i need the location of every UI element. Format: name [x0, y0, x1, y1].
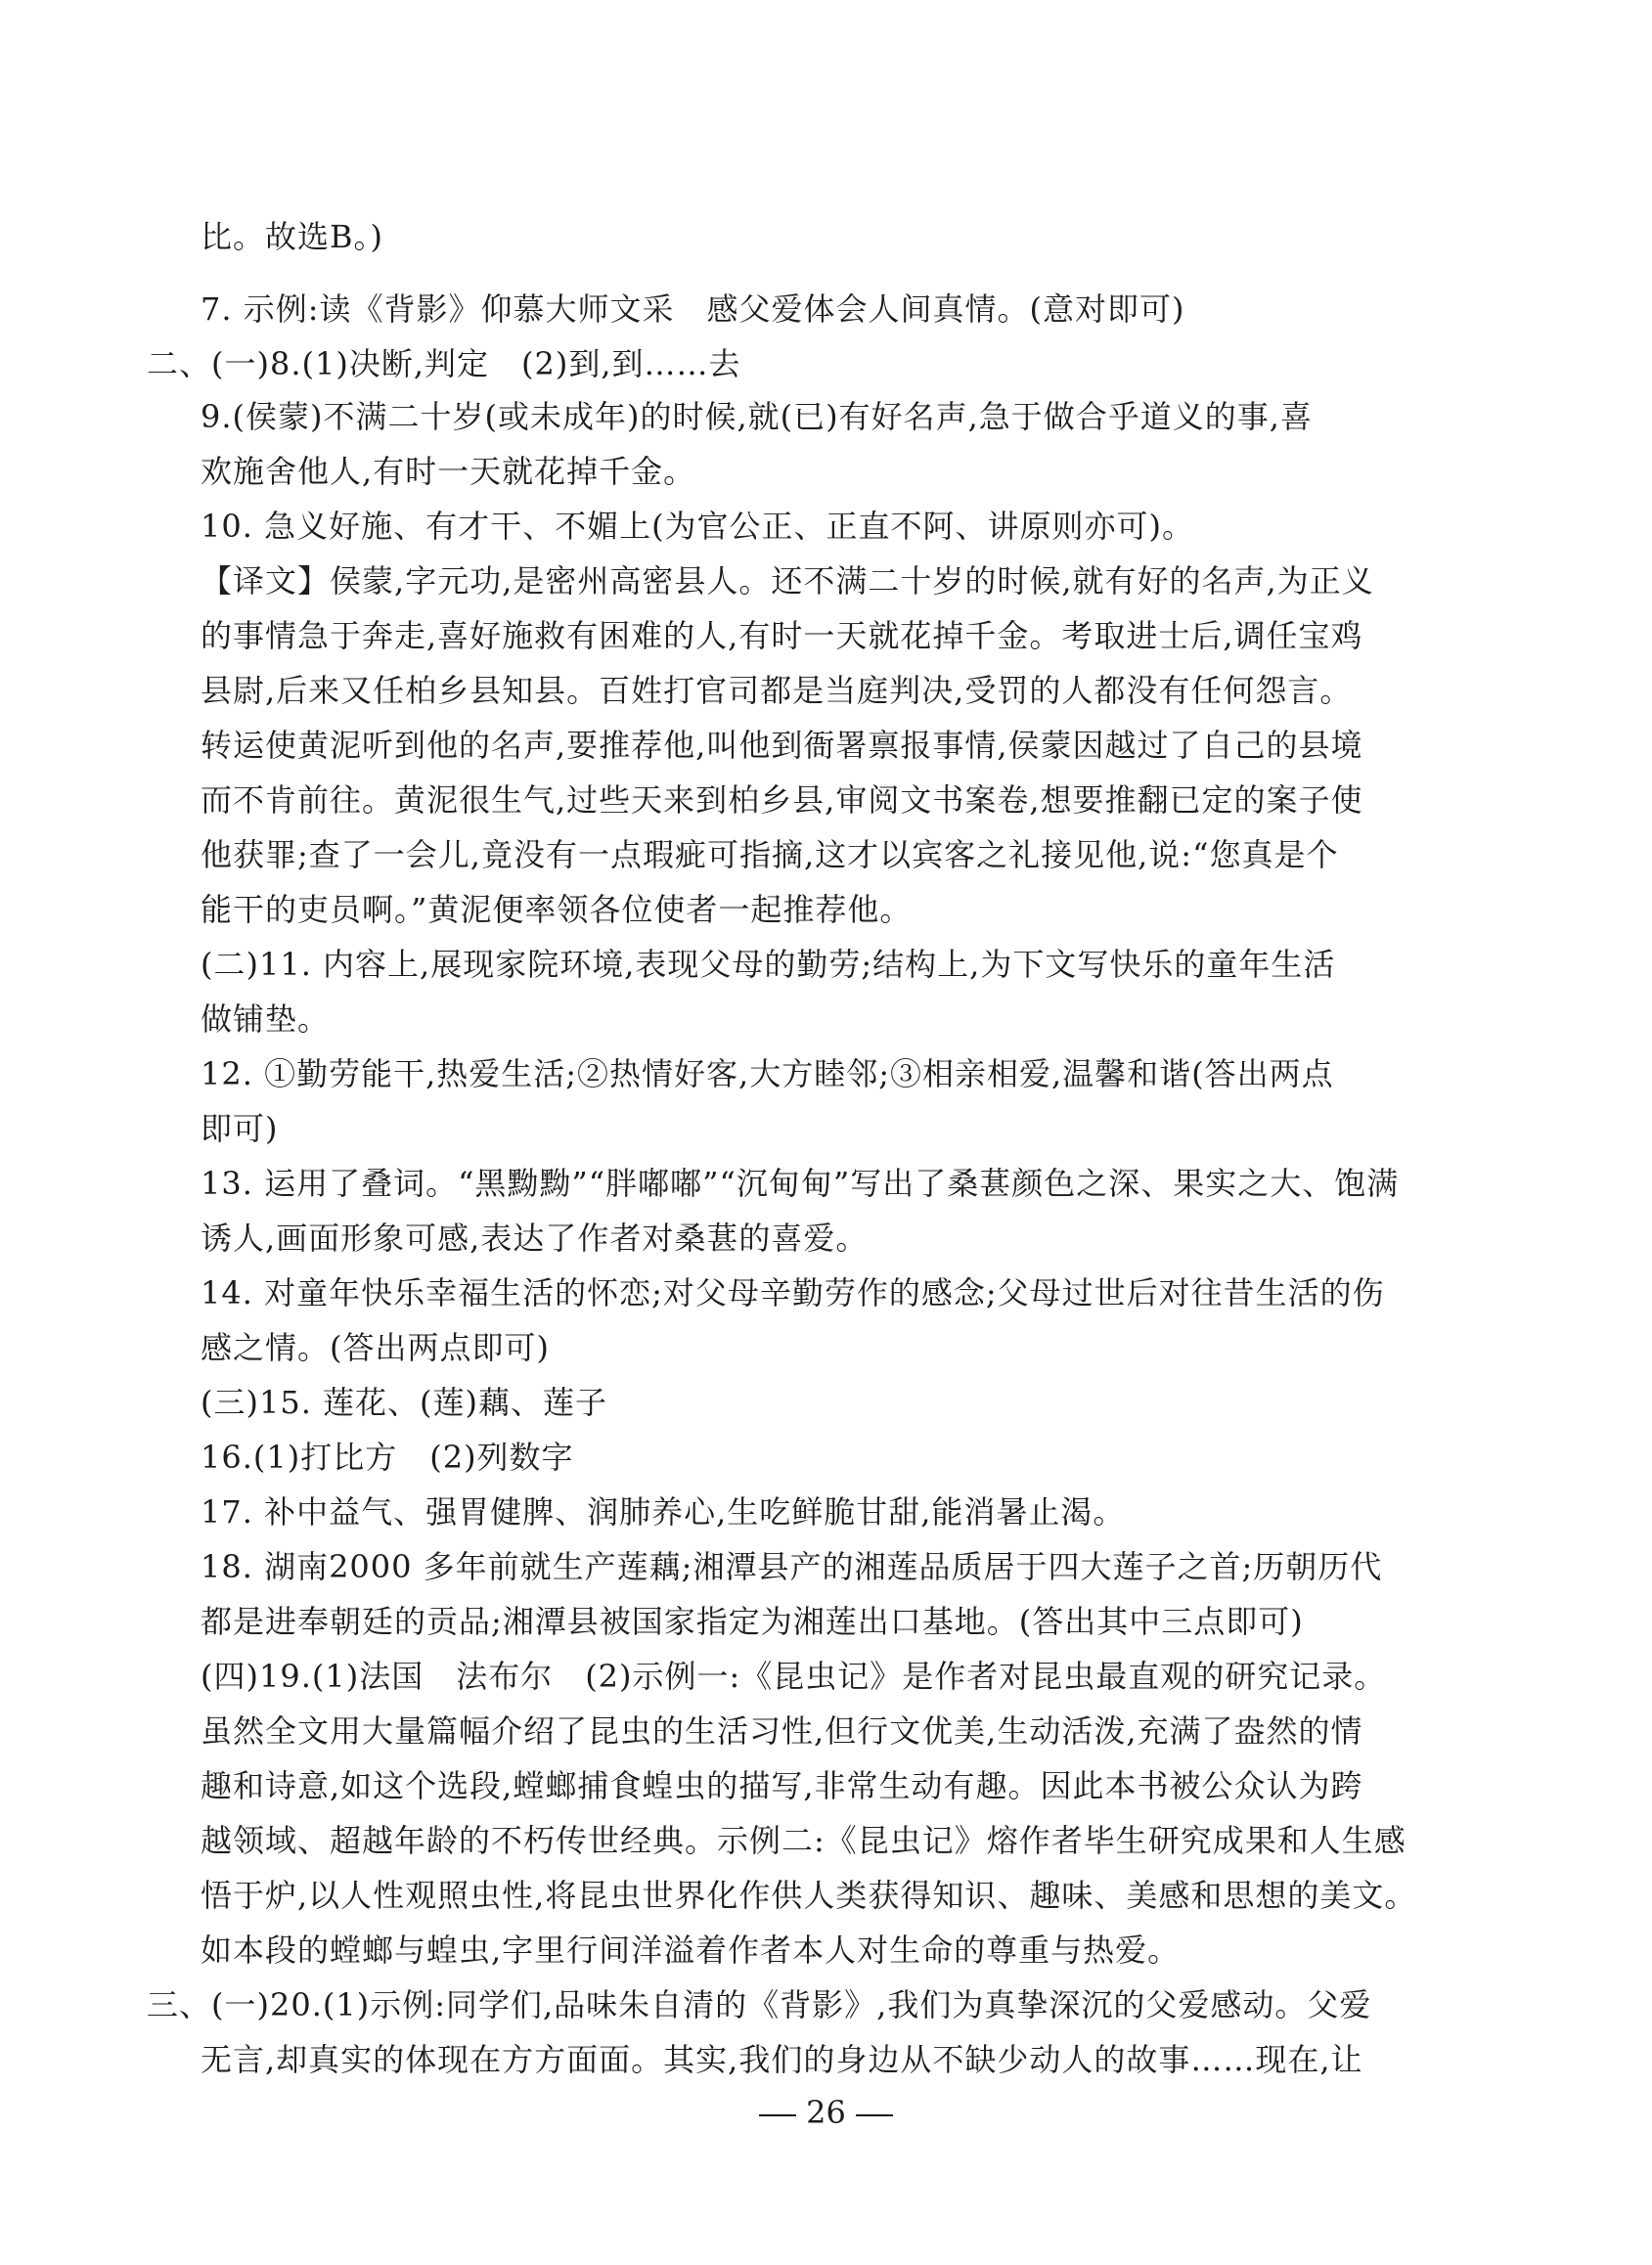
- text-line-21: 感之情。(答出两点即可): [201, 1329, 550, 1366]
- text-line-12: 他获罪;查了一会儿,竟没有一点瑕疵可指摘,这才以宾客之礼接见他,说:“您真是个: [201, 836, 1339, 873]
- text-line-13: 能干的吏员啊。”黄泥便率领各位使者一起推荐他。: [201, 891, 913, 928]
- page-number: 26: [806, 2094, 846, 2131]
- text-line-22: (三)15. 莲花、(莲)藕、莲子: [201, 1384, 608, 1421]
- text-line-26: 都是进奉朝廷的贡品;湘潭县被国家指定为湘莲出口基地。(答出其中三点即可): [201, 1603, 1304, 1640]
- text-line-28: 虽然全文用大量篇幅介绍了昆虫的生活习性,但行文优美,生动活泼,充满了盎然的情: [201, 1712, 1363, 1750]
- text-line-6: 10. 急义好施、有才干、不媚上(为官公正、正直不阿、讲原则亦可)。: [201, 508, 1195, 545]
- text-line-17: 即可): [201, 1110, 279, 1147]
- text-line-20: 14. 对童年快乐幸福生活的怀恋;对父母辛勤劳作的感念;父母过世后对往昔生活的伤: [201, 1274, 1385, 1311]
- text-line-11: 而不肯前往。黄泥很生气,过些天来到柏乡县,审阅文书案卷,想要推翻已定的案子使: [201, 781, 1363, 819]
- right-dash: [856, 2114, 893, 2116]
- text-line-5: 欢施舍他人,有时一天就花掉千金。: [201, 453, 696, 490]
- text-line-15: 做铺垫。: [201, 1000, 331, 1038]
- text-line-25: 18. 湖南2000 多年前就生产莲藕;湘潭县产的湘莲品质居于四大莲子之首;历朝历代: [201, 1548, 1383, 1585]
- text-line-1: 比。故选B。): [201, 218, 384, 255]
- text-line-33: 三、(一)20.(1)示例:同学们,品味朱自清的《背影》,我们为真挚深沉的父爱感动。父爱: [147, 1986, 1372, 2023]
- text-line-32: 如本段的螳螂与蝗虫,字里行间洋溢着作者本人对生命的尊重与热爱。: [201, 1932, 1181, 1969]
- text-line-3: 二、(一)8.(1)决断,判定 (2)到,到……去: [147, 345, 741, 382]
- text-line-4: 9.(侯蒙)不满二十岁(或未成年)的时候,就(已)有好名声,急于做合乎道义的事,喜: [201, 398, 1313, 435]
- text-line-16: 12. ①勤劳能干,热爱生活;②热情好客,大方睦邻;③相亲相爱,温馨和谐(答出两点: [201, 1055, 1334, 1092]
- text-line-9: 县尉,后来又任柏乡县知县。百姓打官司都是当庭判决,受罚的人都没有任何怨言。: [201, 672, 1353, 709]
- left-dash: [759, 2114, 796, 2116]
- text-line-8: 的事情急于奔走,喜好施救有困难的人,有时一天就花掉千金。考取进士后,调任宝鸡: [201, 617, 1363, 654]
- page-number-footer: [0, 2093, 1652, 2132]
- text-line-29: 趣和诗意,如这个选段,螳螂捕食蝗虫的描写,非常生动有趣。因此本书被公众认为跨: [201, 1767, 1363, 1804]
- translation-text: 侯蒙,字元功,是密州高密县人。还不满二十岁的时候,就有好的名声,为正义: [330, 562, 1374, 600]
- text-line-2: 7. 示例:读《背影》仰慕大师文采 感父爱体会人间真情。(意对即可): [201, 290, 1185, 328]
- text-line-24: 17. 补中益气、强胃健脾、润肺养心,生吃鲜脆甘甜,能消暑止渴。: [201, 1493, 1126, 1531]
- text-line-34: 无言,却真实的体现在方方面面。其实,我们的身边从不缺少动人的故事……现在,让: [201, 2041, 1363, 2078]
- text-line-23: 16.(1)打比方 (2)列数字: [201, 1439, 574, 1476]
- translation-label: 【译文】: [201, 562, 331, 600]
- text-line-10: 转运使黄泥听到他的名声,要推荐他,叫他到衙署禀报事情,侯蒙因越过了自己的县境: [201, 727, 1363, 764]
- text-line-19: 诱人,画面形象可感,表达了作者对桑葚的喜爱。: [201, 1220, 869, 1257]
- text-line-30: 越领域、超越年龄的不朽传世经典。示例二:《昆虫记》熔作者毕生研究成果和人生感: [201, 1822, 1406, 1859]
- text-line-14: (二)11. 内容上,展现家院环境,表现父母的勤劳;结构上,为下文写快乐的童年生活: [201, 946, 1336, 983]
- text-line-27: (四)19.(1)法国 法布尔 (2)示例一:《昆虫记》是作者对昆虫最直观的研究记录。: [201, 1658, 1387, 1695]
- text-line-31: 悟于炉,以人性观照虫性,将昆虫世界化作供人类获得知识、趣味、美感和思想的美文。: [201, 1877, 1417, 1914]
- text-line-18: 13. 运用了叠词。“黑黝黝”“胖嘟嘟”“沉甸甸”写出了桑葚颜色之深、果实之大、饱满: [201, 1165, 1400, 1202]
- translation-first-line: [201, 561, 1374, 600]
